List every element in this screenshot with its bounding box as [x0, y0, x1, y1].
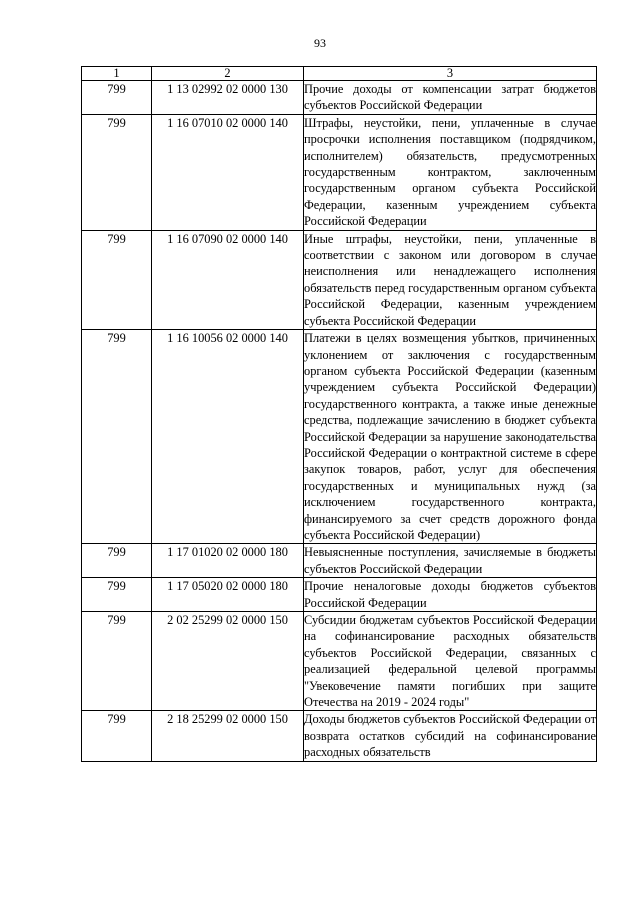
admin-code-cell: 799 — [82, 578, 152, 612]
kbk-code-cell: 1 17 05020 02 0000 180 — [152, 578, 304, 612]
revenue-name-cell: Прочие неналоговые доходы бюджетов субъектов Российской Федерации — [304, 579, 596, 610]
revenue-codes-table — [81, 66, 597, 762]
column-header-2: 2 — [152, 67, 304, 81]
revenue-name-cell: Иные штрафы, неустойки, пени, уплаченные в соответствии с законом или договором в случае неисполнения или ненадлежащего исполнения обязательств перед государственным органом субъекта Российской Федерации, казенным учреждением субъекта Российской Федерации — [304, 231, 596, 328]
table-row — [82, 544, 597, 578]
kbk-code-cell: 2 18 25299 02 0000 150 — [152, 711, 304, 762]
page-number: 93 — [314, 36, 326, 50]
kbk-code-cell: 1 16 10056 02 0000 140 — [152, 330, 304, 544]
kbk-code-cell: 1 17 01020 02 0000 180 — [152, 544, 304, 578]
table-row — [82, 578, 597, 612]
kbk-code-cell: 1 16 07010 02 0000 140 — [152, 114, 304, 230]
column-header-1: 1 — [82, 67, 152, 81]
table-row — [82, 330, 597, 544]
table-row — [82, 711, 597, 762]
admin-code-cell: 799 — [82, 330, 152, 544]
revenue-name-cell: Платежи в целях возмещения убытков, причиненных уклонением от заключения с государственным органом субъекта Российской Федерации (казенным учреждением субъекта Российской Федерации) государственного контракта, а также иные денежные средства, подлежащие зачислению в бюджет субъекта Российской Федерации за нарушение законодательства Российской Федерации о контрактной системе в сфере закупок товаров, работ, услуг для обеспечения государственных и муниципальных нужд (за исключением государственного контракта, финансируемого за счет средств дорожного фонда субъекта Российской Федерации) — [304, 331, 596, 542]
kbk-code-cell: 1 16 07090 02 0000 140 — [152, 230, 304, 329]
column-header-3: 3 — [304, 67, 597, 81]
kbk-code-cell: 2 02 25299 02 0000 150 — [152, 612, 304, 711]
revenue-name-cell: Невыясненные поступления, зачисляемые в бюджеты субъектов Российской Федерации — [304, 545, 596, 576]
revenue-name-cell — [304, 711, 597, 762]
kbk-code-cell: 1 13 02992 02 0000 130 — [152, 81, 304, 115]
admin-code-cell: 799 — [82, 114, 152, 230]
revenue-name-cell: Штрафы, неустойки, пени, уплаченные в случае просрочки исполнения поставщиком (подрядчиком, исполнителем) обязательств, предусмотренных государственным контрактом, заключенным государственным органом субъекта Российской Федерации, казенным учреждением субъекта Российской Федерации — [304, 115, 596, 229]
revenue-name-cell: Субсидии бюджетам субъектов Российской Федерации на софинансирование расходных обязательств субъектов Российской Федерации, связанных с реализацией федеральной целевой программы "Увековечение памяти погибших при защите Отечества на 2019 - 2024 годы" — [304, 613, 596, 710]
table-row — [82, 114, 597, 230]
table-row — [82, 612, 597, 711]
table-row — [82, 81, 597, 115]
revenue-name-text: Доходы бюджетов субъектов Российской Федерации от возврата остатков субсидий на софинансирование расходных обязательств — [304, 712, 596, 760]
admin-code-cell: 799 — [82, 711, 152, 762]
admin-code-cell: 799 — [82, 612, 152, 711]
revenue-name-cell: Прочие доходы от компенсации затрат бюджетов субъектов Российской Федерации — [304, 82, 596, 113]
table-header-row — [82, 67, 597, 81]
table-row — [82, 230, 597, 329]
admin-code-cell: 799 — [82, 230, 152, 329]
admin-code-cell: 799 — [82, 544, 152, 578]
admin-code-cell: 799 — [82, 81, 152, 115]
